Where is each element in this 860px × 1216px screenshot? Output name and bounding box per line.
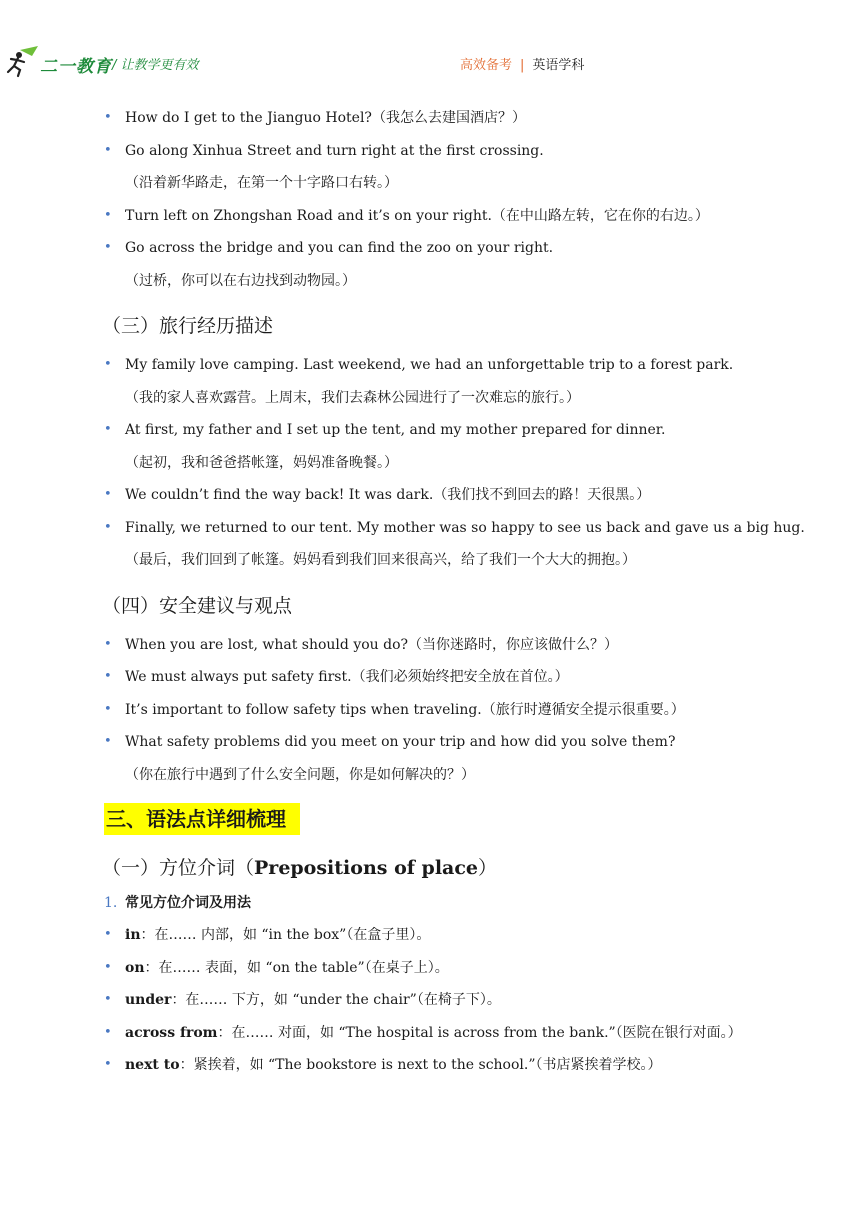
list-item: • What safety problems did you meet on your trip and how did you solve them? （你在旅行中遇到了什么安全问题，你是如何解决的？） — [104, 726, 824, 791]
bullet-icon: • — [104, 1057, 112, 1072]
bullet-icon: • — [104, 734, 112, 749]
bullet-icon: • — [104, 110, 112, 125]
page-header — [0, 0, 860, 90]
list-item: • Go along Xinhua Street and turn right at the first crossing. （沿着新华路走，在第一个十字路口右转。） — [104, 135, 824, 200]
bullet-icon: • — [104, 142, 112, 158]
section-heading-safety: （四）安全建议与观点 — [102, 594, 293, 617]
list-item: • We couldn’t find the way back! It was dark.（我们找不到回去的路！天很黑。） — [104, 479, 824, 512]
running-figure-logo-icon — [6, 46, 40, 78]
list-item: • next to：紧挨着，如 “The bookstore is next to the school.”（书店紧挨着学校。） — [104, 1049, 824, 1082]
bullet-icon: • — [104, 959, 112, 975]
bullet-icon: • — [104, 927, 112, 942]
term: across from — [125, 1024, 218, 1041]
list-item: • It’s important to follow safety tips when traveling.（旅行时遵循安全提示很重要。） — [104, 694, 824, 727]
bullet-icon: • — [104, 519, 112, 535]
list-item: • Finally, we returned to our tent. My mother was so happy to see us back and gave us a big hug. （最后，我们回到了帐篷。妈妈看到我们回来很高兴，给了我们一个大大的拥抱。） — [104, 512, 824, 577]
list-item: • Turn left on Zhongshan Road and it’s on your right.（在中山路左转，它在你的右边。） — [104, 200, 824, 233]
travel-list — [104, 349, 824, 577]
bullet-icon: • — [104, 992, 112, 1007]
header-separator: | — [520, 58, 525, 73]
header-tag-right: 英语学科 — [532, 58, 585, 73]
bullet-icon: • — [104, 207, 112, 223]
bullet-icon: • — [104, 1024, 112, 1040]
section-heading-travel: （三）旅行经历描述 — [102, 315, 274, 337]
list-item: • on：在…… 表面，如 “on the table”（在桌子上）。 — [104, 952, 824, 985]
bullet-icon: • — [104, 636, 112, 652]
grammar-heading: 三、语法点详细梳理 — [104, 803, 300, 835]
list-item: • How do I get to the Jianguo Hotel?（我怎么去建国酒店？） — [104, 102, 824, 135]
prepositions-list — [104, 919, 824, 1082]
bullet-icon: • — [104, 701, 112, 717]
list-item: • in：在…… 内部，如 “in the box”（在盒子里）。 — [104, 919, 824, 952]
list-item: • across from：在…… 对面，如 “The hospital is across from the bank.”（医院在银行对面。） — [104, 1017, 824, 1050]
brand-name: 二一教育 — [40, 57, 112, 77]
directions-list — [104, 102, 824, 297]
bullet-icon: • — [104, 487, 112, 502]
list-item: • We must always put safety first.（我们必须始终把安全放在首位。） — [104, 661, 824, 694]
grammar-heading-wrap — [104, 803, 824, 835]
list-item: • My family love camping. Last weekend, we had an unforgettable trip to a forest park. （我的家人喜欢露营。上周末，我们去森林公园进行了一次难忘的旅行。） — [104, 349, 824, 414]
document-body — [104, 102, 824, 1082]
safety-list — [104, 629, 824, 792]
header-tag-left: 高效备考 — [460, 58, 513, 73]
term: under — [125, 992, 172, 1008]
list-item: • When you are lost, what should you do?（当你迷路时，你应该做什么？） — [104, 629, 824, 662]
bullet-icon: • — [104, 422, 112, 437]
numbered-heading: 1. 常见方位介词及用法 — [104, 887, 824, 919]
bullet-icon: • — [104, 240, 112, 255]
bullet-icon: • — [104, 669, 112, 684]
header-tags — [460, 54, 584, 73]
list-item: • At first, my father and I set up the tent, and my mother prepared for dinner. （起初，我和爸爸搭帐篷，妈妈准备晚餐。） — [104, 414, 824, 479]
term: in — [125, 927, 141, 943]
list-number: 1. — [104, 895, 118, 911]
list-item: • Go across the bridge and you can find the zoo on your right. （过桥，你可以在右边找到动物园。） — [104, 232, 824, 297]
list-item: • under：在…… 下方，如 “under the chair”（在椅子下）。 — [104, 984, 824, 1017]
term: next to — [125, 1057, 180, 1073]
slogan: / 让教学更有效 — [112, 58, 199, 73]
term: on — [125, 959, 145, 976]
prepositions-heading: （一）方位介词（Prepositions of place） — [102, 857, 498, 879]
bullet-icon: • — [104, 357, 112, 372]
